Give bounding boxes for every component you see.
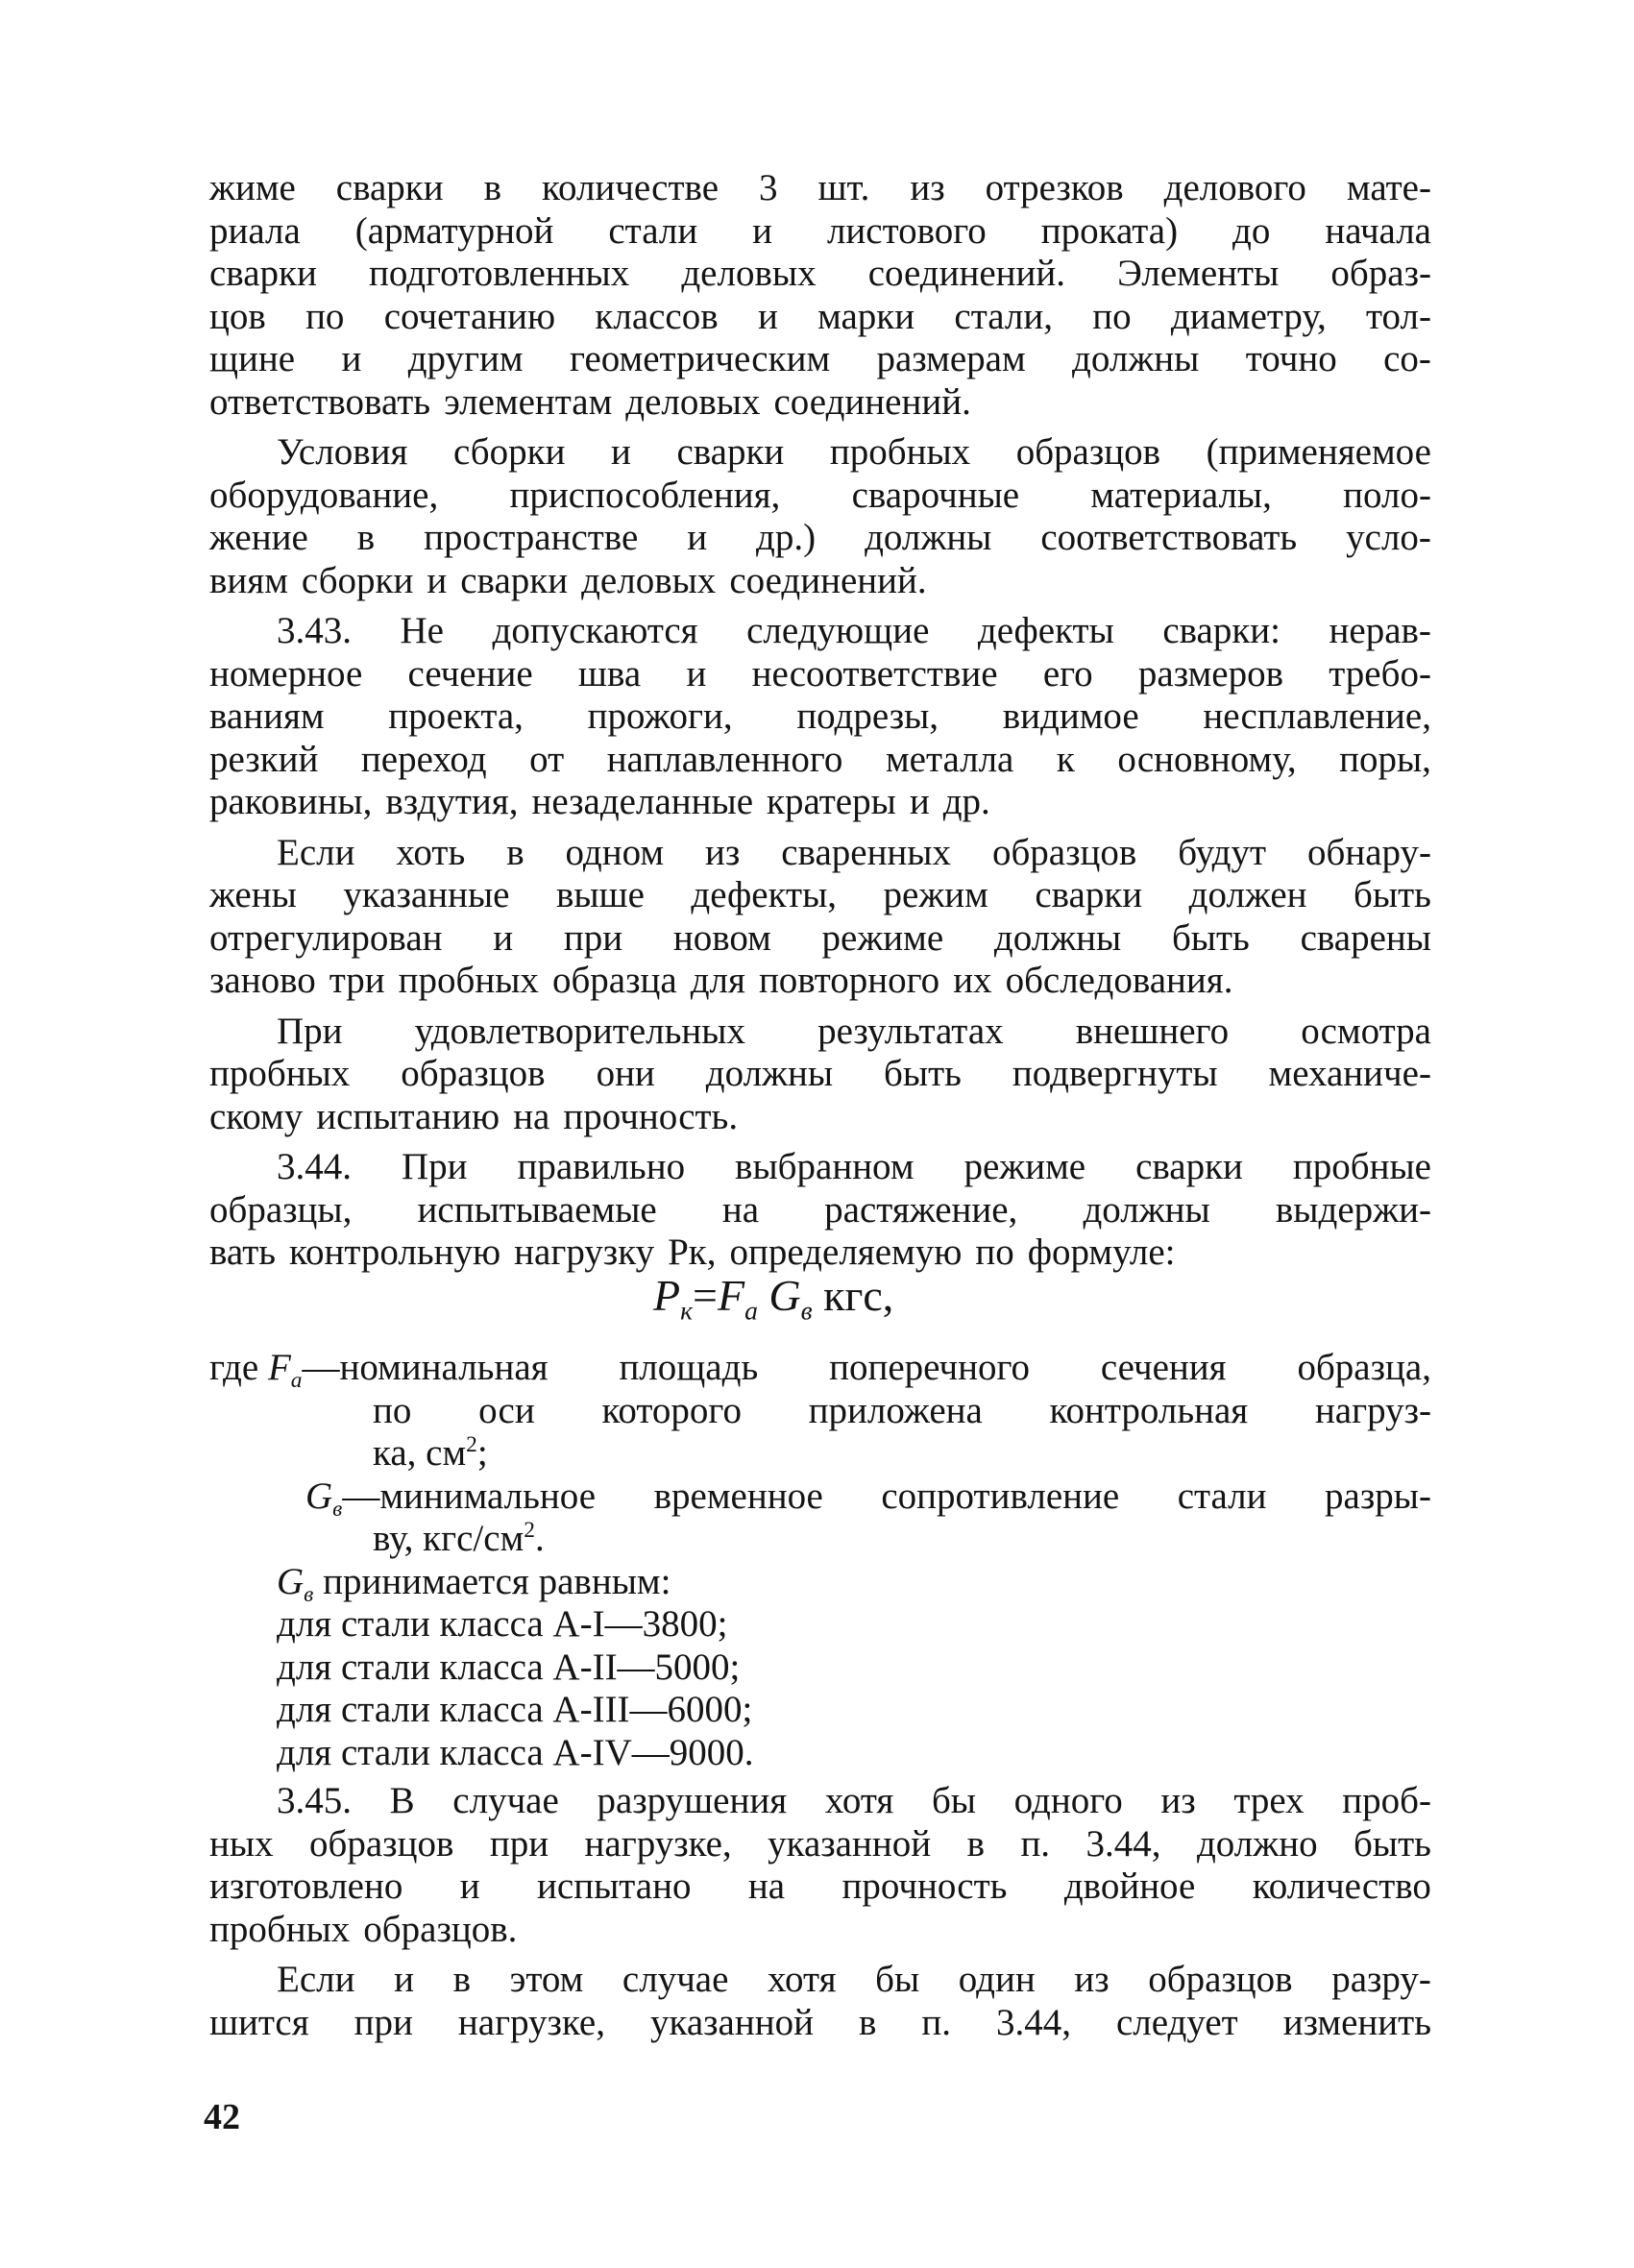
text-line: риала (арматурной стали и листового проката) до начала <box>209 209 1431 252</box>
text-line: изготовлено и испытано на прочность двойное количество <box>209 1866 1431 1907</box>
paragraph <box>209 832 1431 1003</box>
def-fa-head: где $F_a$ <box>209 1347 303 1394</box>
formula-control-load <box>653 1270 893 1327</box>
text-line: заново три пробных образца для повторного их обследования. <box>209 960 1233 1001</box>
text-line: скому испытанию на прочность. <box>209 1095 739 1137</box>
text-line: виям сборки и сварки деловых соединений. <box>209 559 927 601</box>
text-line: ных образцов при нагрузке, указанной в п. 3.44, должно быть <box>209 1822 1431 1865</box>
class-list-item: для стали класса А-I—3800; <box>277 1603 728 1645</box>
class-list-item: для стали класса А-IV—9000. <box>277 1731 754 1773</box>
text-line: образцы, испытываемые на растяжение, должны выдержи- <box>209 1188 1431 1231</box>
text-line: жены указанные выше дефекты, режим сварки должен быть <box>209 874 1431 915</box>
def-fa-line3: ка, $см^2$; <box>373 1432 488 1474</box>
text-line: ваниям проекта, прожоги, подрезы, видимое несплавление, <box>209 695 1431 737</box>
text-line: оборудование, приспособления, сварочные материалы, поло- <box>209 474 1431 516</box>
text-line: щине и другим геометрическим размерам должны точно со- <box>209 338 1431 379</box>
body-text-top <box>209 167 1431 1275</box>
text-line: пробных образцов. <box>209 1908 518 1950</box>
text-line: шится при нагрузке, указанной в п. 3.44, следует изменить <box>209 2001 1431 2043</box>
paragraph <box>209 167 1431 424</box>
def-gv-line1: $G_в—минимальное$ временное сопротивление стали разры- <box>305 1475 1431 1522</box>
paragraph <box>209 610 1431 824</box>
body-text-bottom <box>209 1780 1431 2044</box>
formula-sub-a: a <box>744 1295 758 1326</box>
text-line: Условия сборки и сварки пробных образцов (применяемое <box>277 431 1431 473</box>
paragraph <box>209 1011 1431 1139</box>
paragraph <box>209 1959 1431 2044</box>
text-line: отрегулирован и при новом режиме должны быть сварены <box>209 916 1431 959</box>
formula-sub-v: в <box>800 1295 813 1326</box>
text-line: цов по сочетанию классов и марки стали, по диаметру, тол- <box>209 295 1431 337</box>
def-fa-text1: —номинальная площадь поперечного сечения образца, <box>302 1347 1431 1388</box>
text-line: раковины, вздутия, незаделанные кратеры и др. <box>209 781 990 822</box>
text-line: жение в пространстве и др.) должны соответствовать усло- <box>209 517 1431 558</box>
def-gv-line2: ву, кгс/$см^2$. <box>373 1518 545 1559</box>
paragraph <box>209 1146 1431 1275</box>
text-line: При удовлетворительных результатах внешнего осмотра <box>277 1010 1431 1052</box>
paragraph <box>209 1780 1431 1951</box>
formula-symbol-f: F <box>717 1271 745 1320</box>
formula-sub-k: к <box>680 1295 694 1326</box>
text-line: номерное сечение шва и несоответствие его размеров требо- <box>209 652 1431 695</box>
text-line: сварки подготовленных деловых соединений. Элементы образ- <box>209 253 1431 294</box>
text-line: резкий переход от наплавленного металла к основному, поры, <box>209 738 1431 780</box>
paragraph <box>209 431 1431 602</box>
text-line: Если хоть в одном из сваренных образцов будут обнару- <box>277 831 1431 873</box>
class-list-item: для стали класса А-II—5000; <box>277 1646 741 1688</box>
formula-symbol-g: G <box>768 1271 801 1320</box>
def-fa-line1 <box>209 1347 1431 1394</box>
text-line: 3.43. Не допускаются следующие дефекты сварки: нерав- <box>277 610 1431 651</box>
text-line: 3.44. При правильно выбранном режиме сварки пробные <box>277 1146 1431 1187</box>
text-line: Если и в этом случае хотя бы один из образцов разру- <box>277 1959 1431 2000</box>
text-line: жиме сварки в количестве 3 шт. из отрезков делового мате- <box>209 167 1431 208</box>
def-accepted: $G_в$ принимается равным: <box>277 1560 671 1607</box>
text-line: ответствовать элементам деловых соединений. <box>209 380 971 423</box>
formula-unit: кгс, <box>823 1271 894 1320</box>
class-list-item: для стали класса А-III—6000; <box>277 1689 753 1730</box>
def-fa-line2: по оси которого приложена контрольная нагруз- <box>373 1389 1431 1431</box>
formula-equals: = <box>693 1271 718 1320</box>
formula-symbol-p: P <box>653 1271 681 1320</box>
text-line: вать контрольную нагрузку Pк, определяемую по формуле: <box>209 1232 1176 1273</box>
page-number: 42 <box>204 2097 240 2137</box>
text-line: 3.45. В случае разрушения хотя бы одного из трех проб- <box>277 1780 1431 1821</box>
text-line: пробных образцов они должны быть подвергнуты механиче- <box>209 1053 1431 1094</box>
formula-definitions <box>209 1347 1431 1774</box>
